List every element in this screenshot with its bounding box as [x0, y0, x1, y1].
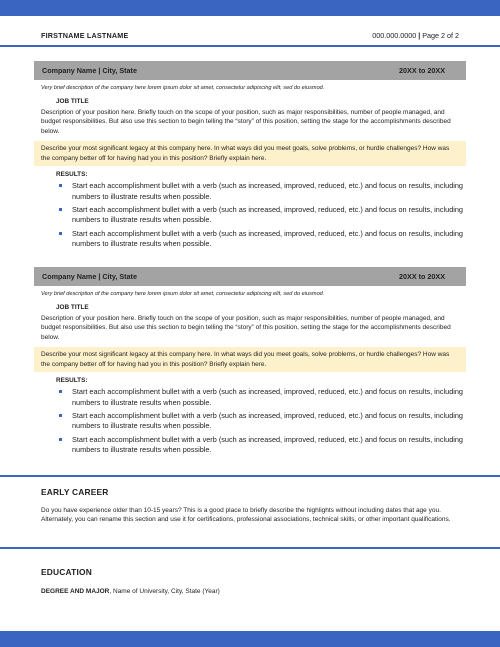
education-heading: EDUCATION	[41, 567, 92, 577]
list-item	[34, 411, 482, 432]
accomplishment-text: Start each accomplishment bullet with a verb (such as increased, improved, reduced, etc.) and focus on results, including numbers to illustrate results when possible.	[72, 410, 463, 431]
header-divider	[0, 45, 500, 47]
results-label: RESULTS:	[56, 377, 88, 385]
list-item	[34, 387, 482, 408]
company-description: Very brief description of the company here lorem ipsum dolor sit amet, consectetur adipiscing elit, sed do eiusmod.	[41, 85, 325, 91]
bullet-square-icon	[59, 438, 62, 441]
education-entry	[41, 587, 461, 596]
bullet-square-icon	[59, 184, 62, 187]
header-contact	[372, 31, 459, 40]
list-item	[34, 205, 482, 226]
candidate-name: FIRSTNAME LASTNAME	[41, 30, 129, 40]
list-item	[34, 435, 482, 456]
early-career-text: Do you have experience older than 10-15 years? This is a good place to briefly describe the highlights without including dates that age you. Alternately, you can rename this section and use it for certifications, professional associations, technical skills, or other important qualifications.	[41, 507, 451, 524]
bullet-square-icon	[59, 414, 62, 417]
job-dates: 20XX to 20XX	[399, 272, 445, 281]
legacy-highlight: Describe your most significant legacy at this company here. In what ways did you meet goals, solve problems, or hurdle challenges? How was the company better off for having had you in this position? Briefly explain here.	[34, 141, 466, 166]
job-header-bar	[34, 61, 466, 80]
list-item	[34, 181, 482, 202]
position-description: Description of your position here. Briefly touch on the scope of your position, such as major responsibilities, number of people managed, and budget responsibilities. But also use this section to begin telling the “story” of this position, setting the stage for the accomplishments described below.	[41, 109, 451, 135]
phone-number: 000.000.0000	[372, 30, 417, 40]
list-item	[34, 229, 482, 250]
job-dates: 20XX to 20XX	[399, 66, 445, 75]
results-label: RESULTS:	[56, 171, 88, 179]
accomplishment-text: Start each accomplishment bullet with a verb (such as increased, improved, reduced, etc.) and focus on results, including numbers to illustrate results when possible.	[72, 434, 463, 455]
page-header	[41, 29, 459, 41]
position-description: Description of your position here. Briefly touch on the scope of your position, such as major responsibilities, number of people managed, and budget responsibilities. But also use this section to begin telling the “story” of this position, setting the stage for the accomplishments described below.	[41, 315, 451, 341]
results-list	[34, 181, 466, 250]
accomplishment-text: Start each accomplishment bullet with a verb (such as increased, improved, reduced, etc.) and focus on results, including numbers to illustrate results when possible.	[72, 204, 463, 225]
job-header-bar	[34, 267, 466, 286]
job-title: JOB TITLE	[56, 98, 89, 105]
university-info: , Name of University, City, State (Year)	[109, 588, 220, 595]
job-entry	[34, 267, 466, 458]
accomplishment-text: Start each accomplishment bullet with a verb (such as increased, improved, reduced, etc.) and focus on results, including numbers to illustrate results when possible.	[72, 387, 463, 407]
company-name: Company Name | City, State	[42, 66, 137, 75]
company-name: Company Name | City, State	[42, 272, 137, 281]
results-list	[34, 387, 466, 456]
degree-major: DEGREE AND MAJOR	[41, 588, 110, 595]
accomplishment-text: Start each accomplishment bullet with a verb (such as increased, improved, reduced, etc.) and focus on results, including numbers to illustrate results when possible.	[72, 228, 463, 249]
page-number: Page 2 of 2	[422, 30, 459, 40]
bullet-square-icon	[59, 208, 62, 211]
bullet-square-icon	[59, 390, 62, 393]
job-entry	[34, 61, 466, 252]
top-accent-bar	[0, 0, 500, 16]
job-title: JOB TITLE	[56, 304, 89, 311]
header-separator: |	[418, 30, 421, 40]
company-description: Very brief description of the company here lorem ipsum dolor sit amet, consectetur adipiscing elit, sed do eiusmod.	[41, 291, 325, 297]
bottom-accent-bar	[0, 631, 500, 647]
section-divider	[0, 547, 500, 549]
accomplishment-text: Start each accomplishment bullet with a verb (such as increased, improved, reduced, etc.) and focus on results, including numbers to illustrate results when possible.	[72, 181, 463, 201]
bullet-square-icon	[59, 232, 62, 235]
early-career-heading: EARLY CAREER	[41, 487, 109, 497]
legacy-highlight: Describe your most significant legacy at this company here. In what ways did you meet goals, solve problems, or hurdle challenges? How was the company better off for having had you in this position? Briefly explain here.	[34, 347, 466, 372]
section-divider	[0, 475, 500, 477]
